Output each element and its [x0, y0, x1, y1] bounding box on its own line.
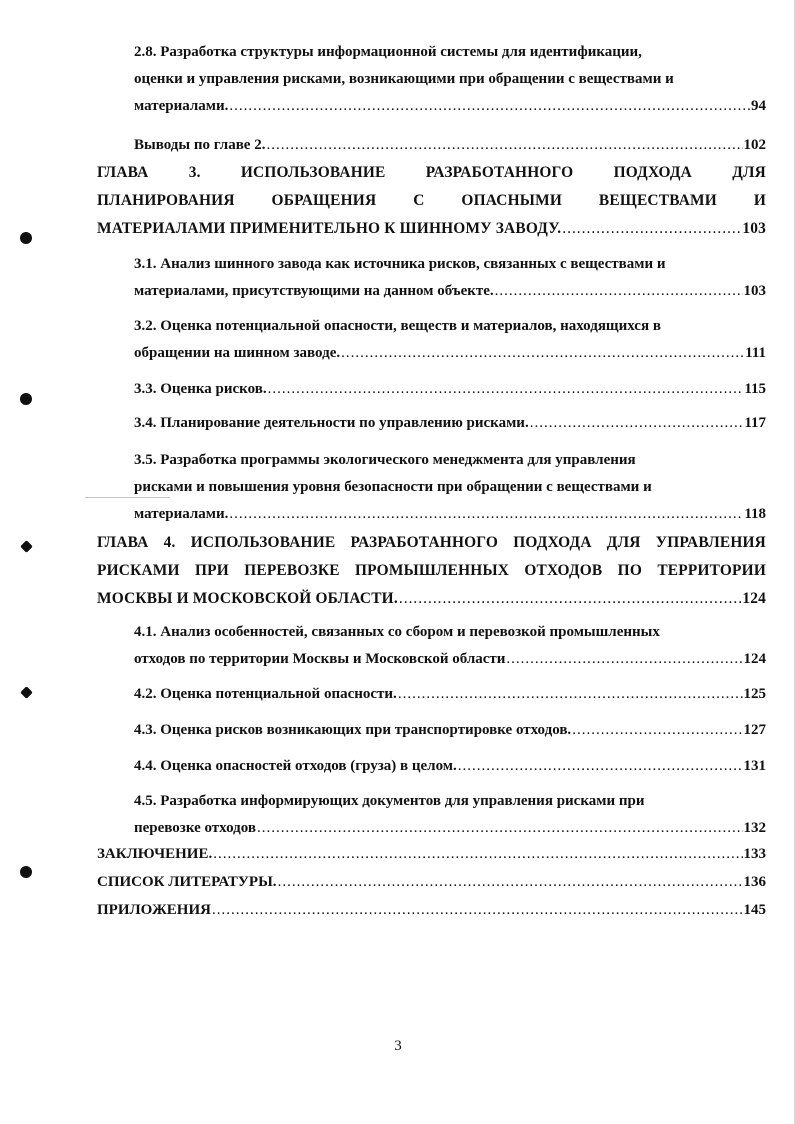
toc-entry-line: 3.2. Оценка потенциальной опасности, веществ и материалов, находящихся в: [134, 318, 661, 334]
toc-entry-leader-row: [97, 841, 766, 868]
toc-entry-leader-row: [134, 681, 766, 708]
toc-entry-line: 4.2. Оценка потенциальной опасности.: [134, 686, 397, 702]
scan-artifact-line: [85, 497, 170, 498]
toc-page-number: 125: [743, 686, 766, 702]
toc-entry-line: обращении на шинном заводе.: [134, 345, 341, 361]
toc-entry-4-3[interactable]: [134, 717, 766, 744]
toc-entry-leader-row: [134, 93, 766, 120]
dot-leader: [212, 897, 743, 924]
toc-page-number: 118: [744, 506, 766, 522]
toc-page-number: 103: [743, 283, 766, 299]
dot-leader: [268, 376, 744, 403]
toc-entry-line: оценки и управления рисками, возникающими при обращении с веществами и: [134, 71, 674, 87]
toc-page-number: 102: [743, 137, 766, 153]
toc-entry-3-3[interactable]: [134, 376, 766, 403]
toc-entry-line: ЗАКЛЮЧЕНИЕ.: [97, 846, 213, 862]
toc-entry-leader-row: [97, 869, 766, 896]
toc-entry-3-5[interactable]: [134, 447, 766, 528]
toc-entry-line: перевозке отходов: [134, 820, 256, 836]
toc-entry-chapter-4[interactable]: [97, 529, 766, 613]
toc-page-number: 136: [743, 874, 766, 890]
toc-entry-line: материалами.: [134, 506, 229, 522]
toc-entry-line: отходов по территории Москвы и Московской области: [134, 651, 506, 667]
dot-leader: [266, 132, 742, 159]
dot-leader: [229, 93, 750, 120]
toc-entry-line: 3.1. Анализ шинного завода как источника рисков, связанных с веществами и: [134, 256, 666, 272]
page-number: 3: [394, 1038, 402, 1054]
toc-page-number: 103: [742, 220, 766, 237]
toc-entry-line: МОСКВЫ И МОСКОВСКОЙ ОБЛАСТИ.: [97, 590, 398, 607]
binder-hole-mark: [20, 393, 32, 405]
binder-hole-mark: [20, 866, 32, 878]
toc-entry-line: МАТЕРИАЛАМИ ПРИМЕНИТЕЛЬНО К ШИННОМУ ЗАВОДУ.: [97, 220, 562, 237]
toc-page-number: 124: [742, 590, 766, 607]
toc-page-number: 111: [745, 345, 766, 361]
toc-entry-line: ПЛАНИРОВАНИЯ ОБРАЩЕНИЯ С ОПАСНЫМИ ВЕЩЕСТВАМИ И: [97, 192, 766, 209]
toc-entry-3-4[interactable]: [134, 410, 766, 437]
dot-leader: [257, 815, 743, 842]
toc-entry-line: 4.3. Оценка рисков возникающих при транспортировке отходов.: [134, 722, 572, 738]
toc-entry-leader-row: [134, 132, 766, 159]
toc-entry-leader-row: [134, 646, 766, 673]
toc-entry-line: 4.4. Оценка опасностей отходов (груза) в целом.: [134, 758, 457, 774]
toc-entry-line: ГЛАВА 4. ИСПОЛЬЗОВАНИЕ РАЗРАБОТАННОГО ПОДХОДА ДЛЯ УПРАВЛЕНИЯ: [97, 534, 766, 551]
toc-entry-leader-row: [134, 717, 766, 744]
toc-entry-chapter-3[interactable]: [97, 159, 766, 243]
toc-entry-line: ПРИЛОЖЕНИЯ: [97, 902, 211, 918]
toc-entry-line: 4.1. Анализ особенностей, связанных со сбором и перевозкой промышленных: [134, 624, 660, 640]
toc-page-number: 124: [743, 651, 766, 667]
toc-entry-leader-row: [134, 340, 766, 367]
dot-leader: [562, 215, 741, 243]
dot-leader: [213, 841, 742, 868]
binder-hole-mark: [20, 232, 32, 244]
dot-leader: [506, 646, 742, 673]
toc-entry-chapter-2-conclusions[interactable]: [134, 132, 766, 159]
toc-entry-line: СПИСОК ЛИТЕРАТУРЫ.: [97, 874, 277, 890]
dot-leader: [229, 501, 743, 528]
toc-entry-leader-row: [134, 815, 766, 842]
toc-entry-leader-row: [97, 215, 766, 243]
toc-page-number: 145: [743, 902, 766, 918]
toc-entry-4-2[interactable]: [134, 681, 766, 708]
toc-page-number: 131: [743, 758, 766, 774]
toc-entry-line: ГЛАВА 3. ИСПОЛЬЗОВАНИЕ РАЗРАБОТАННОГО ПОДХОДА ДЛЯ: [97, 164, 766, 181]
toc-page-number: 115: [744, 381, 766, 397]
toc-entry-leader-row: [134, 410, 766, 437]
toc-entry-line: материалами, присутствующими на данном объекте.: [134, 283, 494, 299]
toc-entry-line: рисками и повышения уровня безопасности при обращении с веществами и: [134, 479, 652, 495]
toc-entry-line: 3.5. Разработка программы экологического менеджмента для управления: [134, 452, 636, 468]
toc-entry-4-5[interactable]: [134, 788, 766, 842]
toc-entry-4-4[interactable]: [134, 753, 766, 780]
toc-page-number: 117: [744, 415, 766, 431]
toc-entry-references[interactable]: [97, 869, 766, 896]
dot-leader: [495, 278, 743, 305]
dot-leader: [530, 410, 744, 437]
toc-page-number: 94: [751, 98, 766, 114]
toc-entry-line: 3.4. Планирование деятельности по управлению рисками.: [134, 415, 529, 431]
toc-entry-appendices[interactable]: [97, 897, 766, 924]
toc-entry-conclusion[interactable]: [97, 841, 766, 868]
toc-entry-leader-row: [97, 585, 766, 613]
toc-entry-3-2[interactable]: [134, 313, 766, 367]
toc-entry-line: РИСКАМИ ПРИ ПЕРЕВОЗКЕ ПРОМЫШЛЕННЫХ ОТХОДОВ ПО ТЕРРИТОРИИ: [97, 562, 766, 579]
toc-entry-leader-row: [134, 753, 766, 780]
toc-entry-line: 2.8. Разработка структуры информационной системы для идентификации,: [134, 44, 642, 60]
dot-leader: [341, 340, 744, 367]
toc-entry-line: Выводы по главе 2.: [134, 137, 266, 153]
toc-entry-line: материалами.: [134, 98, 229, 114]
toc-entry-leader-row: [97, 897, 766, 924]
toc-entry-leader-row: [134, 501, 766, 528]
toc-page-number: 133: [743, 846, 766, 862]
toc-entry-4-1[interactable]: [134, 619, 766, 673]
toc-entry-line: 3.3. Оценка рисков.: [134, 381, 267, 397]
toc-entry-line: 4.5. Разработка информирующих документов для управления рисками при: [134, 793, 645, 809]
dot-leader: [458, 753, 743, 780]
toc-entry-3-1[interactable]: [134, 251, 766, 305]
toc-page-number: 132: [743, 820, 766, 836]
dot-leader: [399, 585, 741, 613]
dot-leader: [398, 681, 743, 708]
dot-leader: [278, 869, 743, 896]
toc-page-number: 127: [743, 722, 766, 738]
toc-entry-2-8[interactable]: [134, 39, 766, 120]
dot-leader: [572, 717, 742, 744]
toc-entry-leader-row: [134, 278, 766, 305]
toc-entry-leader-row: [134, 376, 766, 403]
